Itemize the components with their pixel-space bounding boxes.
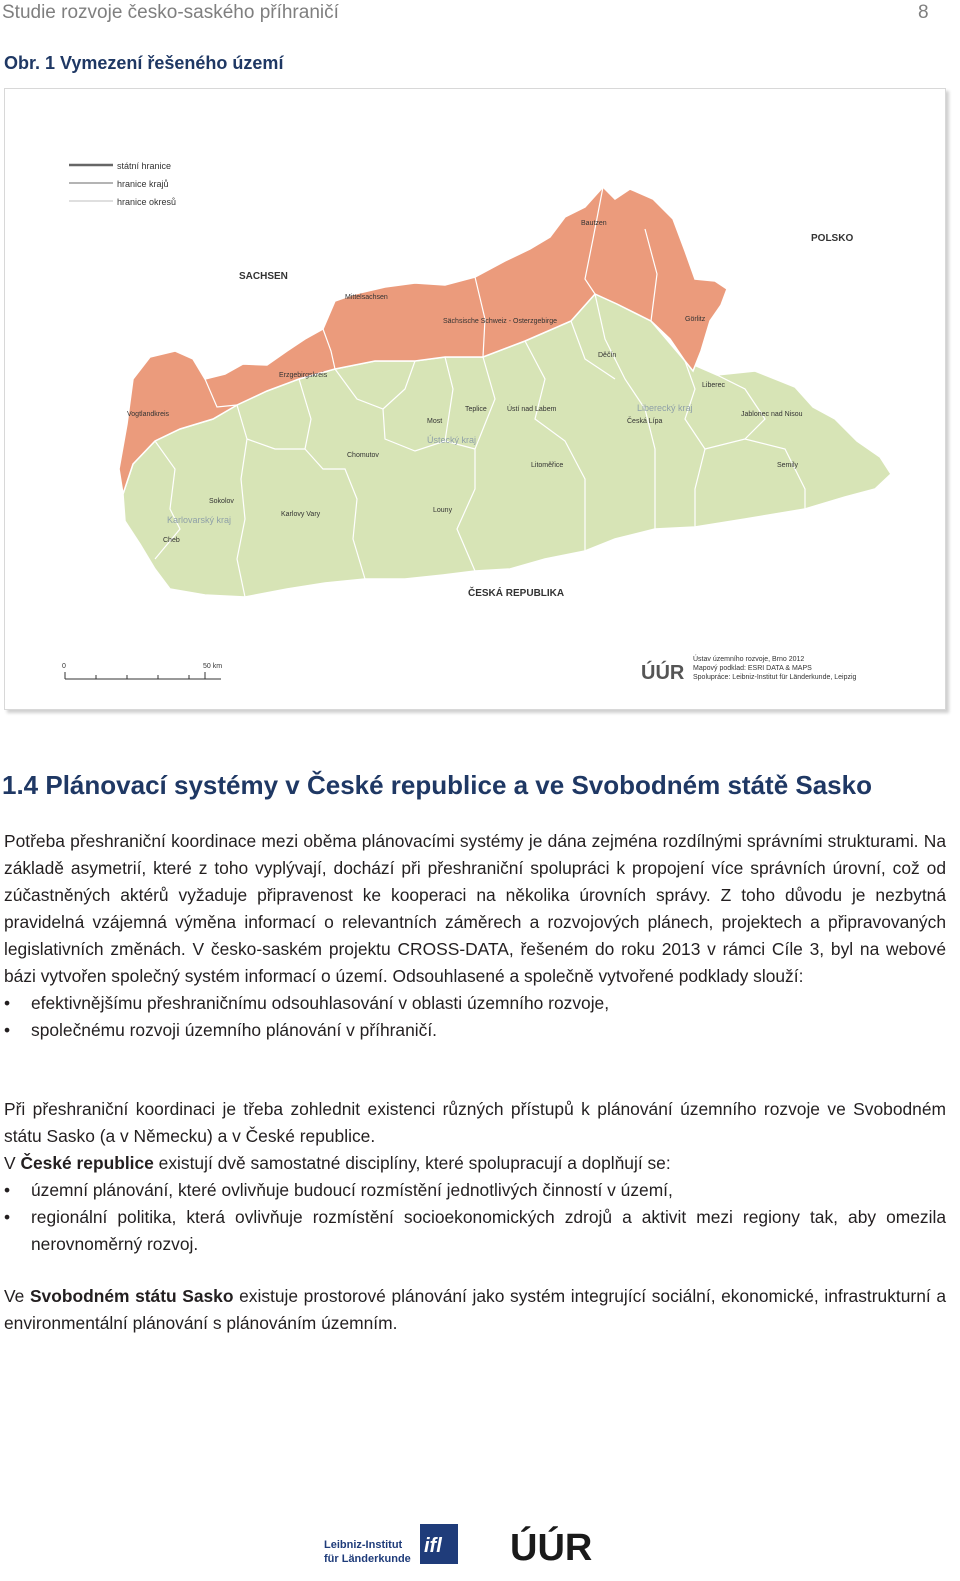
list-item: • efektivnějšímu přeshraničnímu odsouhlasování v oblasti územního rozvoje, — [4, 990, 946, 1017]
label-sachsen: SACHSEN — [239, 271, 288, 282]
scale-bar — [62, 663, 222, 679]
page-number: 8 — [918, 2, 929, 23]
section-title: 1.4 Plánovací systémy v České republice a ve Svobodném státě Sasko — [2, 770, 872, 800]
label-erzgebirgskreis: Erzgebirgskreis — [279, 372, 328, 379]
legend-region-border: hranice krajů — [117, 179, 169, 189]
label-ceska-republika: ČESKÁ REPUBLIKA — [468, 588, 565, 599]
list-item: • územní plánování, které ovlivňuje budoucí rozmístění jednotlivých činností v území, — [4, 1177, 946, 1204]
credit-line-1: Ústav územního rozvoje, Brno 2012 — [693, 656, 805, 663]
label-chomutov: Chomutov — [347, 452, 379, 459]
label-most: Most — [427, 418, 443, 425]
paragraph-1-text: Potřeba přeshraniční koordinace mezi oběma plánovacími systémy je dána zejména rozdílnými správními strukturami. Na základě asymetrií, které z toho vyplývají, dochází při přeshraniční spolupráci k propojení více správních úrovní, což od zúčastněných aktérů vyžaduje připravenost ke kooperaci na několika úrovních správy. Z toho důvodu je nezbytná pravidelná vzájemná výměna informací o relevantních záměrech a rozvojových plánech, projektech a připravovaných legislativních změnách. V česko-saském projektu CROSS-DATA, řešeném do roku 2013 v rámci Cíle 3, byl na webové bázi vytvořen společný systém informací o území. Odsouhlasené a společně vytvořené podklady slouží: — [4, 831, 946, 986]
ifl-logo-line1: Leibniz-Institut — [324, 1539, 403, 1551]
paragraph-2 — [4, 1096, 946, 1258]
footer-logos — [320, 1518, 620, 1568]
footer-logo-svg — [320, 1518, 620, 1568]
map-uur-logo: ÚÚR — [641, 662, 685, 684]
label-semily: Semily — [777, 462, 799, 469]
bullet-icon: • — [4, 1020, 11, 1040]
label-karlovarsky-kraj: Karlovarský kraj — [167, 515, 232, 525]
bullet-icon: • — [4, 993, 11, 1013]
paragraph-1 — [4, 828, 946, 1044]
label-bautzen: Bautzen — [581, 220, 607, 227]
label-gorlitz: Görlitz — [685, 316, 706, 323]
ifl-logo-line2: für Länderkunde — [324, 1553, 411, 1565]
label-louny: Louny — [433, 507, 453, 514]
paragraph-2-text: Při přeshraniční koordinaci je třeba zohlednit existenci různých přístupů k plánování územního rozvoje ve Svobodném státu Sasko (a v Německu) a v České republice. — [4, 1099, 946, 1146]
paragraph-3: Ve Svobodném státu Sasko existuje prostorové plánování jako systém integrující sociální, ekonomické, infrastrukturní a environmentální plánování s plánováním územním. — [4, 1286, 946, 1333]
label-karlovy-vary: Karlovy Vary — [281, 511, 321, 518]
bullet-list-2 — [4, 1177, 946, 1258]
ifl-logo-text: ifl — [424, 1535, 442, 1557]
list-item: • společnému rozvoji územního plánování v příhraničí. — [4, 1017, 946, 1044]
bullet-icon: • — [4, 1207, 11, 1227]
running-header-title: Studie rozvoje česko-saského příhraničí — [2, 2, 339, 23]
label-mittelsachsen: Mittelsachsen — [345, 294, 388, 301]
legend-state-border: státní hranice — [117, 161, 172, 171]
map-figure — [4, 88, 946, 710]
label-usti: Ústí nad Labem — [507, 406, 557, 413]
uur-logo: ÚÚR — [510, 1527, 593, 1568]
region-map — [5, 89, 945, 709]
bullet-icon: • — [4, 1180, 11, 1200]
label-liberec: Liberec — [702, 382, 725, 389]
label-jablonec: Jablonec nad Nisou — [741, 411, 803, 418]
scale-start: 0 — [62, 663, 66, 670]
label-ceska-lipa: Česká Lípa — [627, 418, 663, 425]
bullet-list-1 — [4, 990, 946, 1044]
figure-caption: Obr. 1 Vymezení řešeného území — [4, 53, 284, 73]
label-ustecky-kraj: Ústecký kraj — [427, 435, 477, 445]
credit-line-3: Spolupráce: Leibniz-Institut für Länderkunde, Leipzig — [693, 674, 857, 681]
label-litomerice: Litoměřice — [531, 462, 564, 469]
label-sachsische-schweiz: Sächsische Schweiz - Osterzgebirge — [443, 318, 557, 325]
label-polsko: POLSKO — [811, 233, 854, 244]
map-legend — [69, 161, 176, 207]
paragraph-2-lead: V České republice existují dvě samostatné disciplíny, které spolupracují a doplňují se: — [4, 1153, 671, 1173]
label-decin: Děčín — [598, 352, 617, 359]
label-sokolov: Sokolov — [209, 498, 234, 505]
label-vogtlandkreis: Vogtlandkreis — [127, 411, 170, 418]
list-item: • regionální politika, která ovlivňuje rozmístění socioekonomických zdrojů a aktivit mezi regiony tak, aby omezila nerovnoměrný rozvoj. — [4, 1204, 946, 1258]
map-credits — [693, 654, 857, 681]
label-cheb: Cheb — [163, 537, 180, 544]
scale-end: 50 km — [203, 663, 223, 670]
label-liberecky-kraj: Liberecký kraj — [637, 403, 693, 413]
credit-line-2: Mapový podklad: ESRI DATA & MAPS — [693, 665, 812, 672]
label-teplice: Teplice — [465, 406, 487, 413]
legend-district-border: hranice okresů — [117, 197, 177, 207]
